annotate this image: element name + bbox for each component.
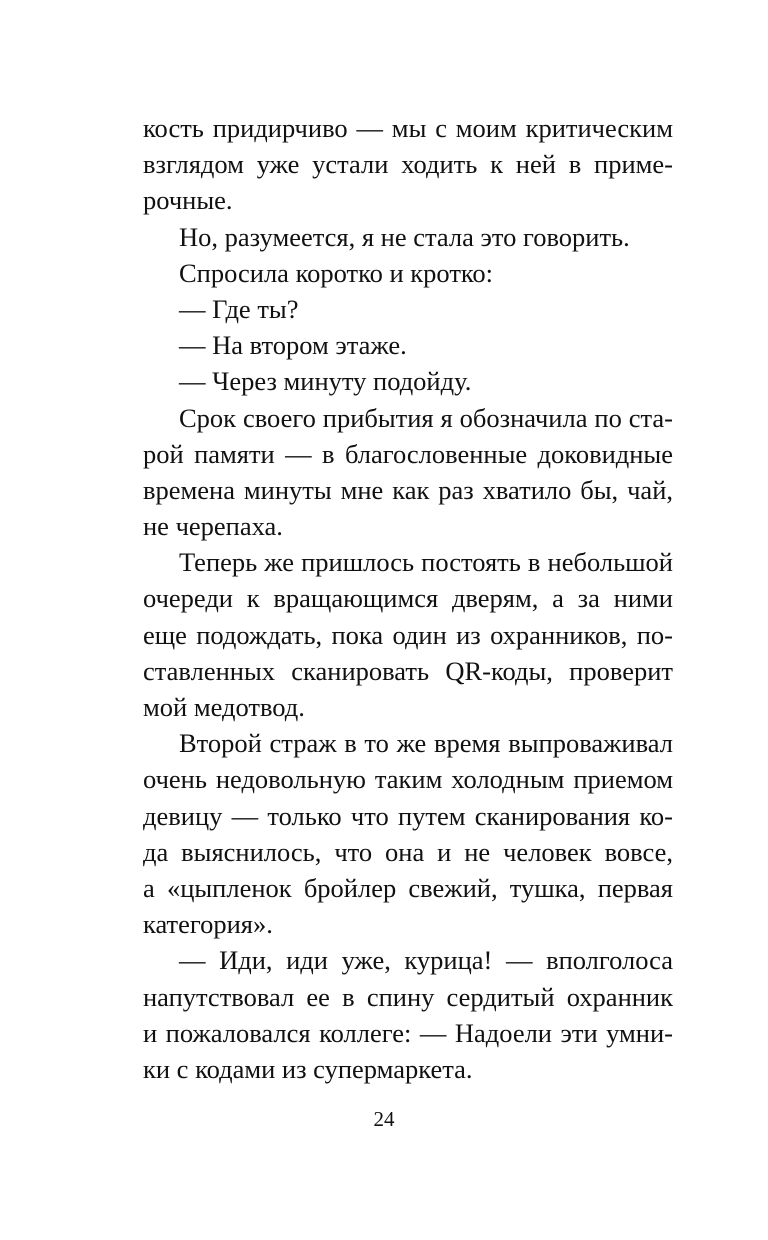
text-line: Теперь же пришлось постоять в небольшой (179, 547, 673, 578)
text-line: ки с кодами из супермаркета. (143, 1053, 473, 1084)
text-line: не черепаха. (143, 511, 283, 542)
text-line: очень недовольную таким холодным приемом (143, 764, 673, 795)
text-block (143, 110, 673, 1087)
text-line: времена минуты мне как раз хватило бы, чай, (143, 474, 673, 505)
text-line: Срок своего прибытия я обозначила по ста- (179, 402, 673, 433)
text-line: и пожаловался коллеге: — Надоели эти умни- (143, 1017, 673, 1048)
text-line: рочные. (143, 185, 233, 216)
text-line: а «цыпленок бройлер свежий, тушка, первая (143, 872, 673, 903)
text-line: Спросила коротко и кротко: (179, 257, 494, 288)
page-number: 24 (373, 1107, 395, 1131)
text-line: — Иди, иди уже, курица! — вполголоса (179, 945, 673, 976)
text-line: очереди к вращающимся дверям, а за ними (143, 583, 673, 614)
text-line: еще подождать, пока один из охранников, по- (143, 619, 673, 650)
text-line: девицу — только что путем сканирования ко- (143, 800, 673, 831)
text-line: — Где ты? (179, 293, 299, 324)
text-line: рой памяти — в благословенные доковидные (143, 438, 673, 469)
text-line: взглядом уже устали ходить к ней в приме- (143, 149, 673, 180)
text-line: — На втором этаже. (179, 330, 407, 361)
text-line: ставленных сканировать QR-коды, проверит (143, 655, 673, 686)
text-line: да выяснилось, что она и не человек вовсе, (143, 836, 673, 867)
text-line: напутствовал ее в спину сердитый охранник (143, 981, 673, 1012)
text-line: кость придирчиво — мы с моим критическим (143, 113, 673, 143)
text-line: мой медотвод. (143, 692, 305, 722)
text-line: Но, разумеется, я не стала это говорить. (179, 221, 630, 252)
text-line: — Через минуту подойду. (179, 366, 472, 397)
text-line: категория». (143, 909, 273, 940)
text-line: Второй страж в то же время выпроваживал (179, 728, 673, 759)
